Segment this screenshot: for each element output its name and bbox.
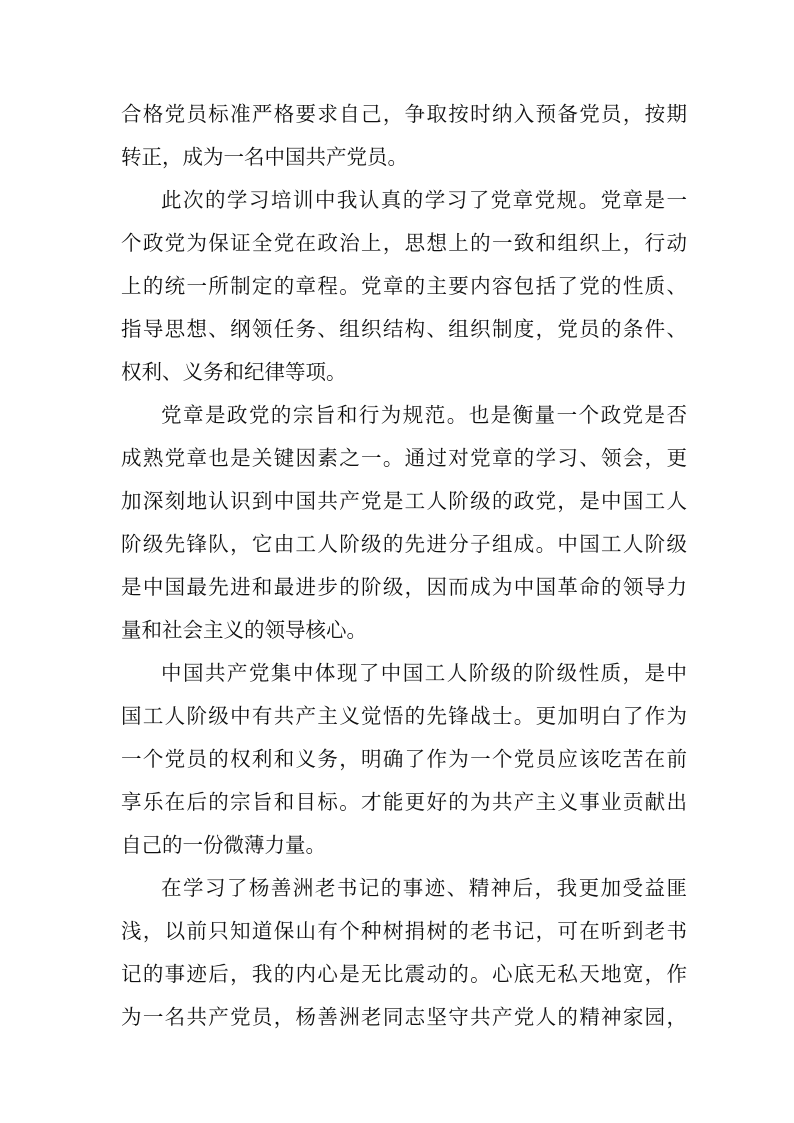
text-line: 转正，成为一名中国共产党员。 bbox=[121, 145, 408, 169]
text-line: 享乐在后的宗旨和目标。才能更好的为共产主义事业贡献出 bbox=[121, 790, 687, 814]
text-line: 加深刻地认识到中国共产党是工人阶级的政党，是中国工人 bbox=[121, 489, 687, 513]
text-line: 合格党员标准严格要求自己，争取按时纳入预备党员，按期 bbox=[121, 102, 687, 126]
text-line: 成熟党章也是关键因素之一。通过对党章的学习、领会，更 bbox=[121, 446, 687, 470]
text-line: 浅，以前只知道保山有个种树捐树的老书记，可在听到老书 bbox=[121, 919, 687, 943]
text-line: 权利、义务和纪律等项。 bbox=[121, 360, 347, 384]
paragraph-first-line: 在学习了杨善洲老书记的事迹、精神后，我更加受益匪 bbox=[161, 876, 687, 900]
paragraph-first-line: 党章是政党的宗旨和行为规范。也是衡量一个政党是否 bbox=[161, 403, 687, 427]
text-line: 为一名共产党员，杨善洲老同志坚守共产党人的精神家园， bbox=[121, 1005, 687, 1029]
paragraph-first-line: 此次的学习培训中我认真的学习了党章党规。党章是一 bbox=[161, 188, 687, 212]
text-line: 量和社会主义的领导核心。 bbox=[121, 618, 367, 642]
text-line: 个政党为保证全党在政治上，思想上的一致和组织上，行动 bbox=[121, 231, 687, 255]
text-line: 国工人阶级中有共产主义觉悟的先锋战士。更加明白了作为 bbox=[121, 704, 687, 728]
text-line: 记的事迹后，我的内心是无比震动的。心底无私天地宽，作 bbox=[121, 962, 687, 986]
text-line: 自己的一份微薄力量。 bbox=[121, 833, 326, 857]
text-line: 一个党员的权利和义务，明确了作为一个党员应该吃苦在前 bbox=[121, 747, 687, 771]
paragraph-first-line: 中国共产党集中体现了中国工人阶级的阶级性质，是中 bbox=[161, 661, 687, 685]
text-line: 指导思想、纲领任务、组织结构、组织制度，党员的条件、 bbox=[121, 317, 687, 341]
text-line: 上的统一所制定的章程。党章的主要内容包括了党的性质、 bbox=[121, 274, 687, 298]
text-line: 是中国最先进和最进步的阶级，因而成为中国革命的领导力 bbox=[121, 575, 687, 599]
text-line: 阶级先锋队，它由工人阶级的先进分子组成。中国工人阶级 bbox=[121, 532, 687, 556]
